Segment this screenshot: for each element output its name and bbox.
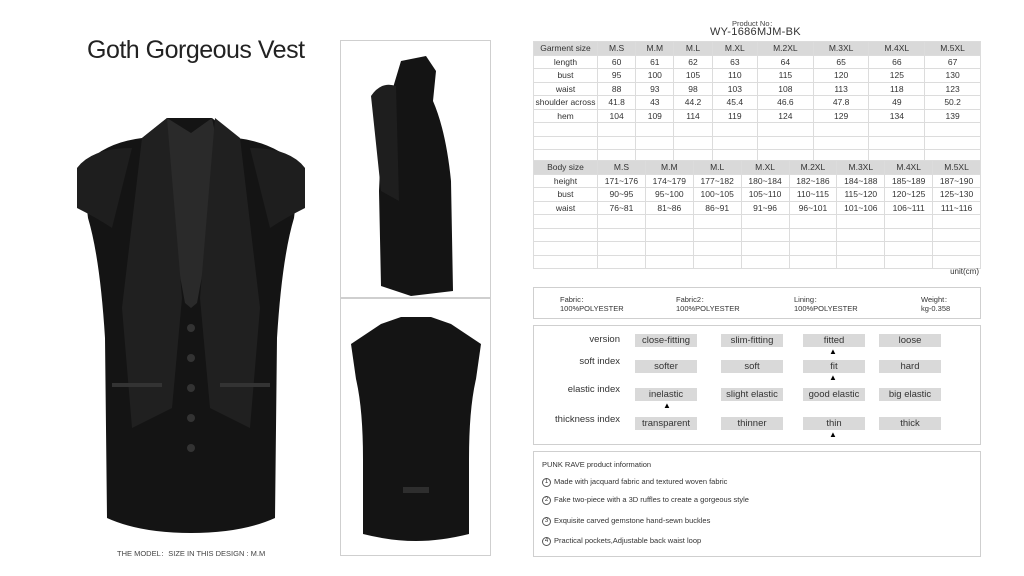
table-cell: 65 [813, 55, 869, 69]
table-row-empty [534, 228, 981, 242]
model-size-note: THE MODEL：SIZE IN THIS DESIGN : M.M [117, 549, 266, 558]
fabric-value: kg-0.358 [921, 304, 951, 313]
table-row [534, 69, 981, 83]
table-cell: M.2XL [789, 161, 837, 175]
table-cell: 115 [758, 69, 814, 83]
table-header-row [534, 42, 981, 56]
table-cell: length [534, 55, 598, 69]
info-item-text: Fake two-piece with a 3D ruffles to create a gorgeous style [554, 495, 749, 504]
table-cell: 185~189 [885, 174, 933, 188]
table-cell: 115~120 [837, 188, 885, 202]
table-cell: 81~86 [645, 201, 693, 215]
table-cell: 44.2 [674, 96, 712, 110]
table-row-empty [534, 255, 981, 269]
table-cell: M.L [674, 42, 712, 56]
index-label: soft index [579, 356, 620, 367]
table-cell: hem [534, 109, 598, 123]
table-cell: 109 [636, 109, 674, 123]
table-cell: 124 [758, 109, 814, 123]
fabric-label: Fabric2： [676, 295, 709, 304]
fabric-info [533, 287, 981, 319]
table-cell: 98 [674, 82, 712, 96]
table-header-row [534, 161, 981, 175]
table-cell: M.4XL [869, 42, 925, 56]
garment-size-table [533, 41, 981, 164]
index-option: slight elastic [721, 388, 783, 401]
table-cell: 113 [813, 82, 869, 96]
table-cell: 88 [598, 82, 636, 96]
table-cell: 47.8 [813, 96, 869, 110]
table-cell: M.S [598, 42, 636, 56]
table-cell: 49 [869, 96, 925, 110]
number-2-icon: 2 [542, 496, 551, 505]
table-cell: 120~125 [885, 188, 933, 202]
product-no-label: Product No： [732, 19, 778, 28]
info-item [542, 536, 701, 546]
table-cell: 110~115 [789, 188, 837, 202]
index-option: thick [879, 417, 941, 430]
table-cell: 60 [598, 55, 636, 69]
table-cell: 118 [869, 82, 925, 96]
table-cell: 100 [636, 69, 674, 83]
table-row [534, 96, 981, 110]
index-option: big elastic [879, 388, 941, 401]
index-option: inelastic [635, 388, 697, 401]
table-row [534, 109, 981, 123]
table-cell: 111~116 [933, 201, 981, 215]
table-cell: waist [534, 201, 598, 215]
table-cell: 105 [674, 69, 712, 83]
table-cell: height [534, 174, 598, 188]
table-cell: 67 [925, 55, 981, 69]
info-item-text: Exquisite carved gemstone hand-sewn buckles [554, 516, 711, 525]
table-cell: 119 [712, 109, 757, 123]
product-title: Goth Gorgeous Vest [87, 36, 305, 64]
table-cell: M.XL [741, 161, 789, 175]
selected-arrow-icon: ▲ [663, 401, 671, 410]
table-cell: 96~101 [789, 201, 837, 215]
table-cell: 110 [712, 69, 757, 83]
table-cell: 63 [712, 55, 757, 69]
number-4-icon: 4 [542, 537, 551, 546]
body-size-table [533, 160, 981, 269]
table-row [534, 174, 981, 188]
table-row [534, 82, 981, 96]
info-title: PUNK RAVE product information [542, 460, 652, 469]
fabric-item [921, 295, 952, 313]
table-cell: M.5XL [933, 161, 981, 175]
table-cell: 95 [598, 69, 636, 83]
number-3-icon: 3 [542, 517, 551, 526]
fabric-item [794, 295, 858, 313]
info-item-text: Practical pockets,Adjustable back waist loop [554, 536, 702, 545]
vest-side-photo-frame [340, 40, 491, 298]
index-label: elastic index [567, 384, 620, 395]
unit-label: unit(cm) [950, 267, 979, 276]
table-cell: 174~179 [645, 174, 693, 188]
table-cell: 61 [636, 55, 674, 69]
fabric-label: Fabric： [560, 295, 589, 304]
table-cell: 130 [925, 69, 981, 83]
table-cell: M.4XL [885, 161, 933, 175]
table-cell: 103 [712, 82, 757, 96]
vest-side-photo [341, 41, 490, 297]
table-row-empty [534, 242, 981, 256]
vest-front-photo [72, 108, 310, 538]
table-cell: 66 [869, 55, 925, 69]
index-option: good elastic [803, 388, 865, 401]
fabric-value: 100%POLYESTER [560, 304, 624, 313]
table-cell: 187~190 [933, 174, 981, 188]
index-option: transparent [635, 417, 697, 430]
fabric-label: Weight： [921, 295, 952, 304]
fabric-value: 100%POLYESTER [676, 304, 740, 313]
table-cell: shoulder across [535, 97, 596, 108]
table-cell: Body size [534, 161, 598, 175]
table-cell: 184~188 [837, 174, 885, 188]
index-option: thinner [721, 417, 783, 430]
table-cell: 125~130 [933, 188, 981, 202]
table-cell: waist [534, 82, 598, 96]
table-cell: 46.6 [758, 96, 814, 110]
info-item-text: Made with jacquard fabric and textured woven fabric [554, 477, 728, 486]
table-cell: 171~176 [598, 174, 646, 188]
table-cell: 45.4 [712, 96, 757, 110]
fabric-label: Lining： [794, 295, 822, 304]
table-cell: bust [534, 69, 598, 83]
table-cell: M.3XL [837, 161, 885, 175]
table-row [534, 55, 981, 69]
table-cell: bust [534, 188, 598, 202]
table-cell: 125 [869, 69, 925, 83]
table-cell: 86~91 [693, 201, 741, 215]
table-cell: 114 [674, 109, 712, 123]
index-option: fit [803, 360, 865, 373]
table-cell: 120 [813, 69, 869, 83]
info-item [542, 477, 727, 487]
table-cell: 100~105 [693, 188, 741, 202]
table-cell: M.XL [712, 42, 757, 56]
table-cell: 76~81 [598, 201, 646, 215]
index-label: thickness index [555, 414, 620, 425]
index-label: version [589, 334, 620, 345]
table-cell: 134 [869, 109, 925, 123]
table-cell: 129 [813, 109, 869, 123]
table-row-empty [534, 136, 981, 150]
table-cell: 50.2 [925, 96, 981, 110]
index-option: loose [879, 334, 941, 347]
table-cell: M.S [598, 161, 646, 175]
selected-arrow-icon: ▲ [829, 347, 837, 356]
table-row-empty [534, 215, 981, 229]
number-1-icon: 1 [542, 478, 551, 487]
table-cell: 106~111 [885, 201, 933, 215]
selected-arrow-icon: ▲ [829, 430, 837, 439]
table-cell: 41.8 [598, 96, 636, 110]
table-row [534, 201, 981, 215]
index-option: thin [803, 417, 865, 430]
table-cell: Garment size [534, 42, 598, 56]
table-cell: 105~110 [741, 188, 789, 202]
table-row [534, 188, 981, 202]
table-cell: M.L [693, 161, 741, 175]
selected-arrow-icon: ▲ [829, 373, 837, 382]
table-cell: 180~184 [741, 174, 789, 188]
fabric-value: 100%POLYESTER [794, 304, 858, 313]
table-cell: 101~106 [837, 201, 885, 215]
table-cell: 95~100 [645, 188, 693, 202]
table-cell: 91~96 [741, 201, 789, 215]
info-item [542, 495, 749, 505]
table-cell: 108 [758, 82, 814, 96]
table-cell: M.M [636, 42, 674, 56]
table-cell: M.2XL [758, 42, 814, 56]
fit-index-panel [533, 325, 981, 445]
table-row-empty [534, 123, 981, 137]
table-cell: M.3XL [813, 42, 869, 56]
table-cell: 139 [925, 109, 981, 123]
index-option: softer [635, 360, 697, 373]
index-option: fitted [803, 334, 865, 347]
product-no: WY-1686MJM-BK [710, 26, 801, 38]
table-cell: 177~182 [693, 174, 741, 188]
product-info-panel [533, 451, 981, 557]
table-cell: M.5XL [925, 42, 981, 56]
index-option: soft [721, 360, 783, 373]
table-cell: 90~95 [598, 188, 646, 202]
table-cell: M.M [645, 161, 693, 175]
table-cell: 62 [674, 55, 712, 69]
info-item [542, 516, 710, 526]
table-cell: 64 [758, 55, 814, 69]
fabric-item [560, 295, 624, 313]
vest-back-photo [341, 299, 490, 555]
vest-back-photo-frame [340, 298, 491, 556]
fabric-item [676, 295, 740, 313]
table-cell: 43 [636, 96, 674, 110]
table-cell: 93 [636, 82, 674, 96]
index-option: hard [879, 360, 941, 373]
index-option: close-fitting [635, 334, 697, 347]
index-option: slim-fitting [721, 334, 783, 347]
table-cell: 123 [925, 82, 981, 96]
table-cell: 104 [598, 109, 636, 123]
table-cell: 182~186 [789, 174, 837, 188]
